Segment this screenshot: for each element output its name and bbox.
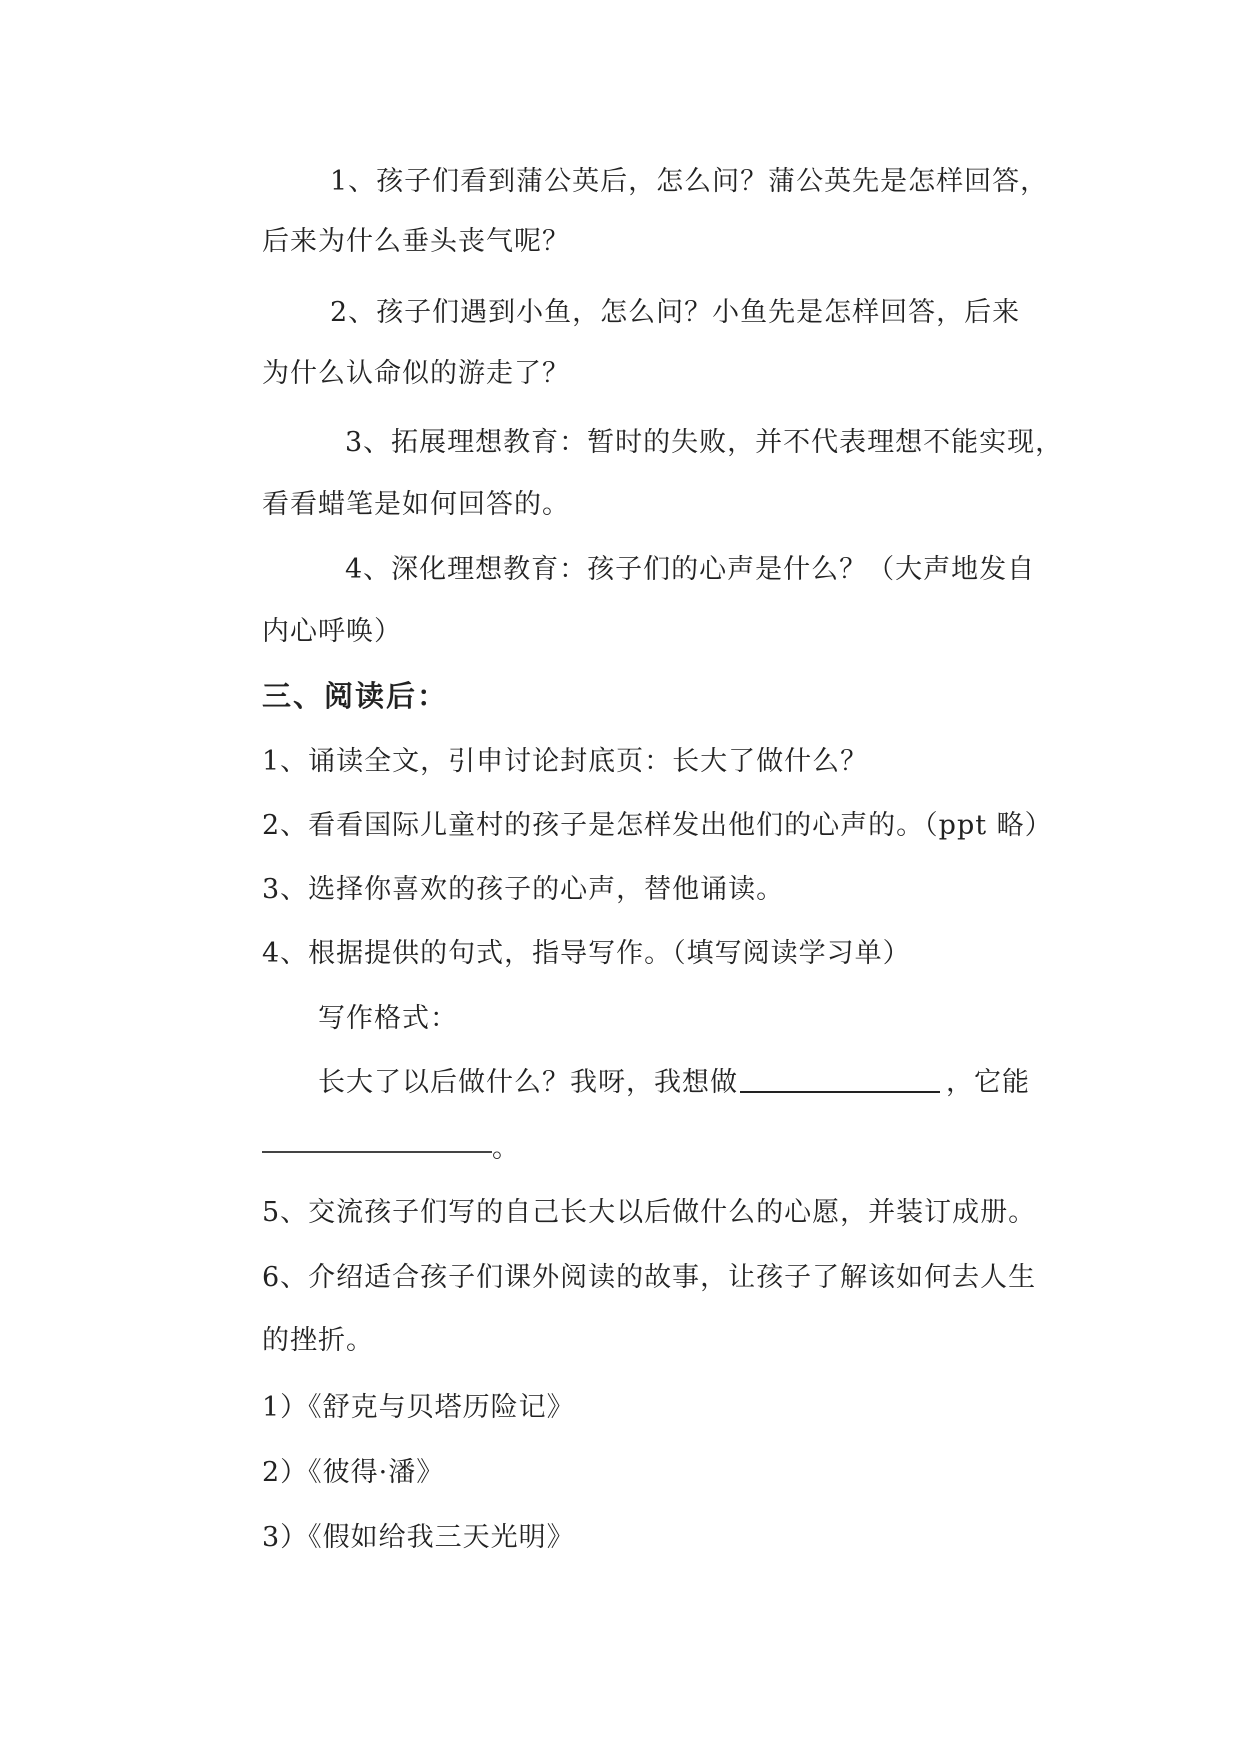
item-4: 4、根据提供的句式，指导写作。（填写阅读学习单） xyxy=(262,938,911,969)
book-list-item: 2）《彼得·潘》 xyxy=(262,1457,445,1488)
fill-in-blank-1 xyxy=(740,1065,940,1093)
question-4-line-1: 4、深化理想教育：孩子们的心声是什么？（大声地发自 xyxy=(345,554,1036,585)
item-6-line-2: 的挫折。 xyxy=(262,1325,374,1356)
writing-format-end: 。 xyxy=(492,1133,520,1164)
book-list-item: 1）《舒克与贝塔历险记》 xyxy=(262,1392,575,1423)
item-3: 3、选择你喜欢的孩子的心声，替他诵读。 xyxy=(262,874,785,905)
book-list-item: 3）《假如给我三天光明》 xyxy=(262,1522,575,1553)
item-1: 1、诵读全文，引申讨论封底页：长大了做什么？ xyxy=(262,746,869,777)
writing-format-label: 写作格式： xyxy=(318,1003,458,1034)
question-3-line-1: 3、拓展理想教育：暂时的失败，并不代表理想不能实现， xyxy=(345,427,1064,458)
writing-format-text-a: 长大了以后做什么？我呀，我想做 xyxy=(318,1067,738,1098)
section-heading: 三、阅读后： xyxy=(262,679,449,713)
item-6-line-1: 6、介绍适合孩子们课外阅读的故事，让孩子了解该如何去人生 xyxy=(262,1262,1037,1293)
question-1-line-1: 1、孩子们看到蒲公英后，怎么问？蒲公英先是怎样回答， xyxy=(330,166,1049,197)
question-2-line-2: 为什么认命似的游走了？ xyxy=(262,358,570,389)
question-2-line-1: 2、孩子们遇到小鱼，怎么问？小鱼先是怎样回答，后来 xyxy=(330,297,1021,328)
question-1-line-2: 后来为什么垂头丧气呢？ xyxy=(262,226,570,257)
question-3-line-2: 看看蜡笔是如何回答的。 xyxy=(262,489,570,520)
writing-format-text-b: ，它能 xyxy=(946,1067,1030,1098)
item-5: 5、交流孩子们写的自己长大以后做什么的心愿，并装订成册。 xyxy=(262,1197,1037,1228)
item-2: 2、看看国际儿童村的孩子是怎样发出他们的心声的。（ppt 略） xyxy=(262,810,1053,841)
writing-format-continuation xyxy=(262,1131,520,1167)
writing-format-sentence xyxy=(318,1065,1030,1101)
fill-in-blank-2 xyxy=(262,1131,492,1153)
question-4-line-2: 内心呼唤） xyxy=(262,616,402,647)
